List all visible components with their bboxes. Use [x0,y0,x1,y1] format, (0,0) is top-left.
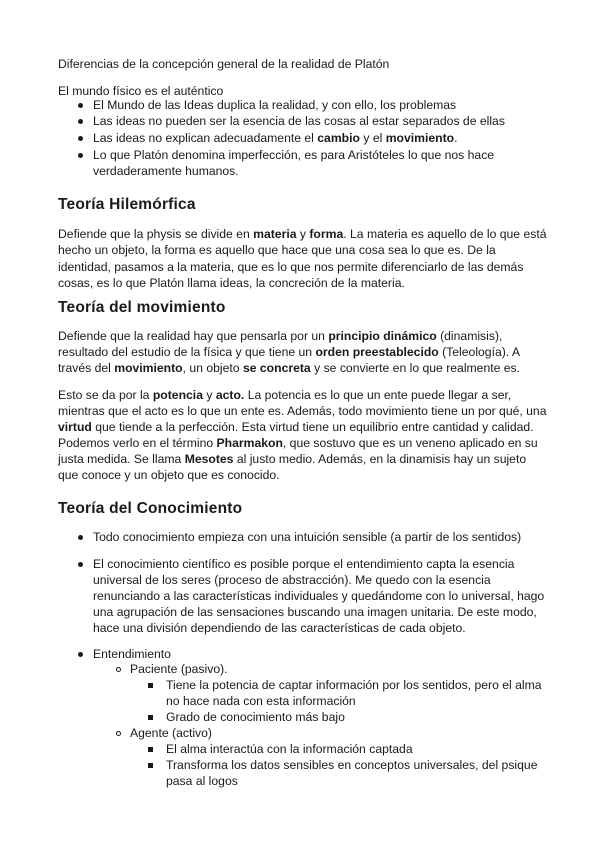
paragraph-line: través del movimiento, un objeto se concreta y se convierte en lo que realmente es. [58,361,521,375]
bullet-square [148,715,153,720]
bullet-circle [116,667,121,672]
sub-sub-list-item: Transforma los datos sensibles en conceptos universales, del psique [166,758,538,772]
bullet-dot [78,562,83,567]
paragraph-line: mientras que el acto es lo que un ente es. Además, todo movimiento tiene un por qué, una [58,404,547,418]
paragraph-line: Esto se da por la potencia y acto. La potencia es lo que un ente puede llegar a ser, [58,388,512,402]
bullet-square [148,763,153,768]
sub-list-item: Paciente (pasivo). [130,662,228,676]
sub-sub-list-item: Tiene la potencia de captar información por los sentidos, pero el alma [166,678,542,692]
paragraph-line: resultado del estudio de la física y que tiene un orden preestablecido (Teleología). A [58,345,521,359]
list-item-continuation: verdaderamente humanos. [93,164,239,178]
sub-sub-list-item: Grado de conocimiento más bajo [166,710,345,724]
list-item: Todo conocimiento empieza con una intuición sensible (a partir de los sentidos) [93,530,522,544]
list-item: Las ideas no pueden ser la esencia de las cosas al estar separados de ellas [93,114,505,128]
list-item: Las ideas no explican adecuadamente el cambio y el movimiento. [93,131,458,145]
sub-sub-list-item: El alma interactúa con la información captada [166,742,413,756]
bullet-dot [78,136,83,141]
list-item: Lo que Platón denomina imperfección, es para Aristóteles lo que nos hace [93,148,495,162]
sub-list-item: Agente (activo) [130,726,212,740]
bullet-dot [78,119,83,124]
list-item: El Mundo de las Ideas duplica la realidad, y con ello, los problemas [93,98,457,112]
heading-conocimiento: Teoría del Conocimiento [58,500,243,517]
sub-sub-list-item-continuation: pasa al logos [166,774,238,788]
paragraph-line: hecho un objeto, la forma es aquello que hace que una cosa sea lo que es. De la [58,243,496,257]
bullet-dot [78,153,83,158]
heading-hilemorfica: Teoría Hilemórfica [58,196,196,213]
paragraph-line: Defiende que la realidad hay que pensarla por un principio dinámico (dinamisis), [58,329,503,343]
bullet-dot [78,652,83,657]
list-item-continuation: hace una división dependiendo de las características de cada objeto. [93,621,466,635]
paragraph-line: virtud que tiende a la perfección. Esta virtud tiene un equilibrio entre cantidad y calidad. [58,420,534,434]
list-item: Entendimiento [93,647,171,661]
bullet-dot [78,535,83,540]
paragraph-line: cosas, es lo que Platón llama ideas, la concreción de la materia. [58,276,405,290]
sub-sub-list-item-continuation: no hace nada con esta información [166,694,356,708]
bullet-circle [116,731,121,736]
bullet-square [148,683,153,688]
bullet-dot [78,103,83,108]
paragraph-line: justa medida. Se llama Mesotes al justo medio. Además, en la dinamisis hay un sujeto [58,452,527,466]
paragraph-line: que conoce y un objeto que es conocido. [58,468,280,482]
paragraph-line: Defiende que la physis se divide en materia y forma. La materia es aquello de lo que está [58,227,547,241]
list-item-continuation: una agrupación de las sensaciones buscando una imagen unitaria. De este modo, [93,605,537,619]
paragraph-line: identidad, pasamos a la materia, que es lo que nos permite diferenciarlo de las demás [58,260,524,274]
bullet-square [148,747,153,752]
list-item-continuation: universal de los seres (proceso de abstracción). Me quedo con la esencia [93,573,491,587]
list-item-continuation: renunciando a las características individuales y quedándome con lo universal, hago [93,589,545,603]
intro-line: El mundo físico es el auténtico [58,84,224,98]
heading-movimiento: Teoría del movimiento [58,299,226,316]
paragraph-line: Podemos verlo en el término Pharmakon, que sostuvo que es un veneno aplicado en su [58,436,538,450]
document-title: Diferencias de la concepción general de la realidad de Platón [58,57,390,71]
list-item: El conocimiento científico es posible porque el entendimiento capta la esencia [93,557,515,571]
